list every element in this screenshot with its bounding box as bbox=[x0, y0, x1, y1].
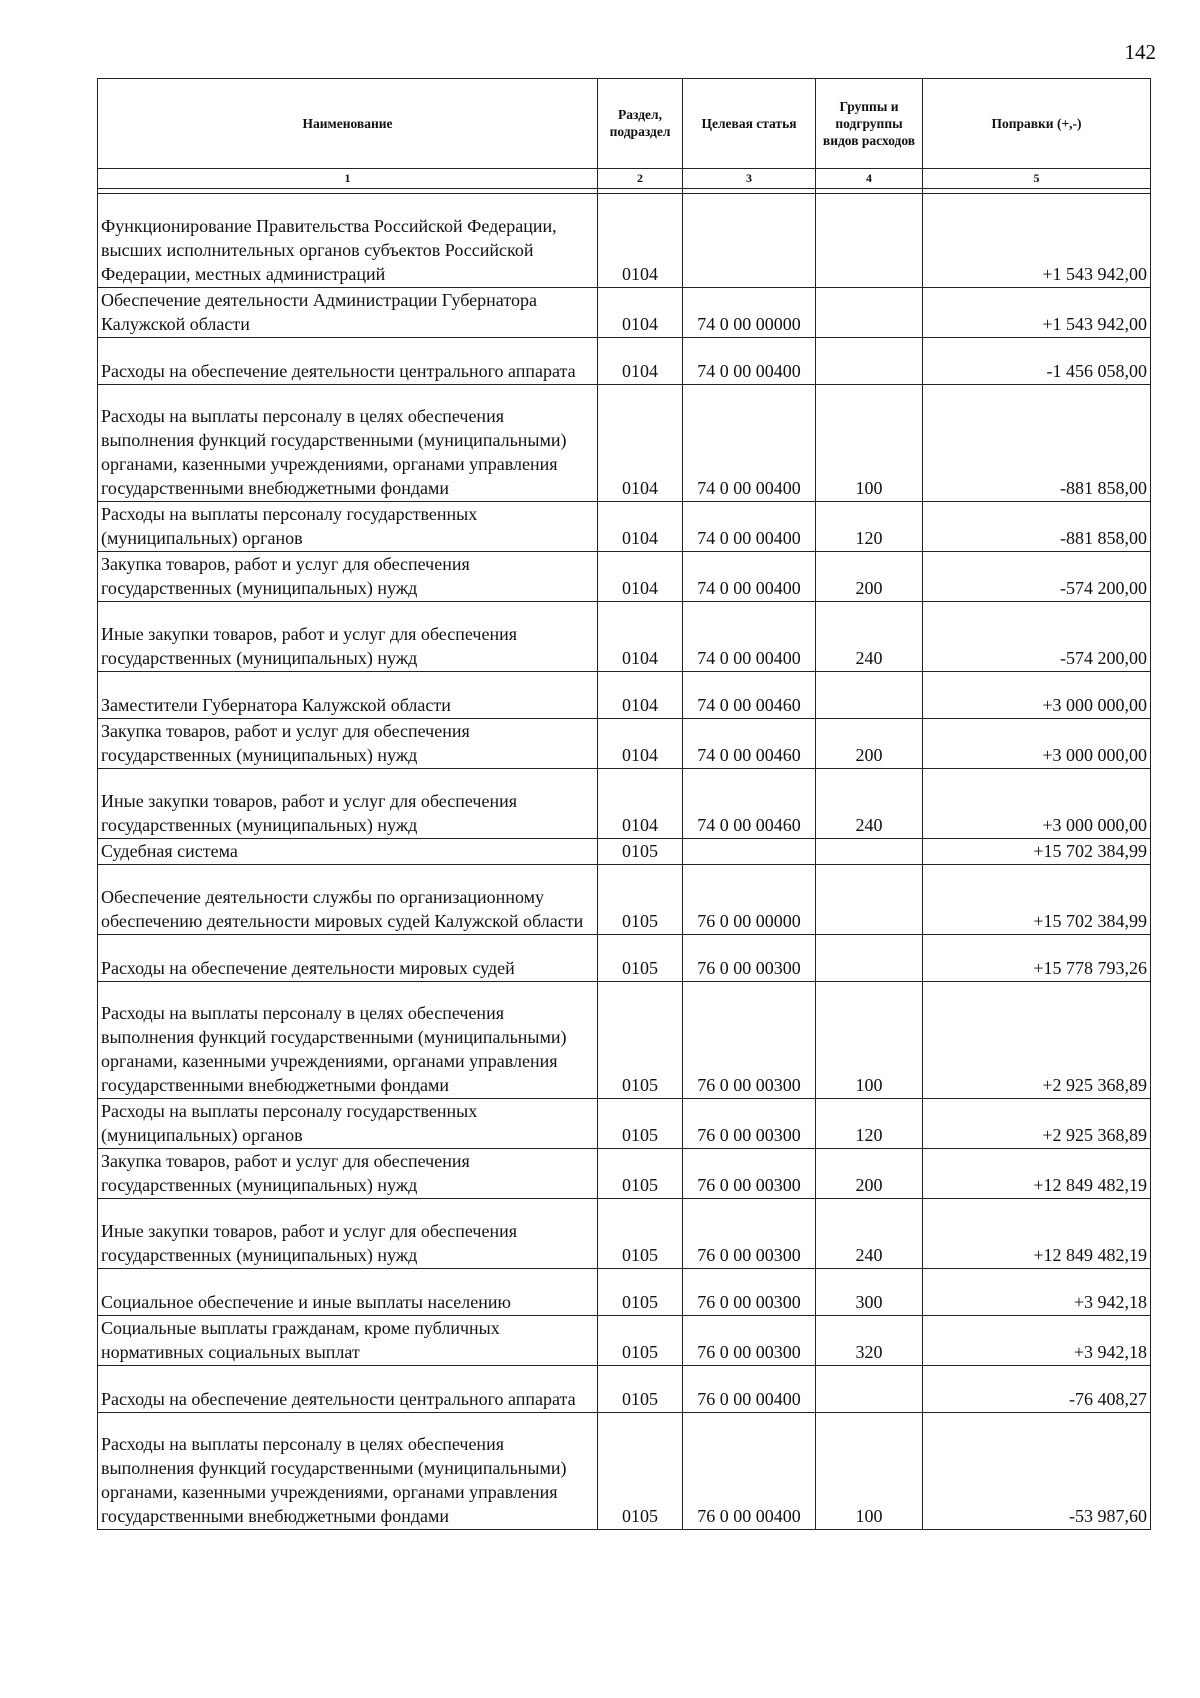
cell-article: 76 0 00 00400 bbox=[683, 1413, 816, 1530]
cell-section: 0105 bbox=[598, 1366, 683, 1413]
cell-section: 0105 bbox=[598, 839, 683, 865]
cell-group bbox=[816, 839, 923, 865]
cell-amount: +15 702 384,99 bbox=[923, 839, 1151, 865]
cell-amount: +1 543 942,00 bbox=[923, 194, 1151, 288]
cell-group: 100 bbox=[816, 385, 923, 502]
table-row bbox=[98, 552, 1151, 602]
cell-section: 0104 bbox=[598, 288, 683, 338]
table-row bbox=[98, 1199, 1151, 1269]
cell-section: 0104 bbox=[598, 769, 683, 839]
column-number: 1 bbox=[98, 169, 598, 189]
cell-amount: +3 000 000,00 bbox=[923, 719, 1151, 769]
cell-name: Судебная система bbox=[98, 839, 598, 865]
cell-group: 240 bbox=[816, 1199, 923, 1269]
header-amount: Поправки (+,-) bbox=[923, 79, 1151, 169]
cell-amount: +3 000 000,00 bbox=[923, 672, 1151, 719]
page-number: 142 bbox=[1124, 40, 1156, 64]
cell-section: 0104 bbox=[598, 552, 683, 602]
column-number: 3 bbox=[683, 169, 816, 189]
cell-article: 74 0 00 00460 bbox=[683, 769, 816, 839]
cell-section: 0105 bbox=[598, 935, 683, 982]
cell-group: 100 bbox=[816, 1413, 923, 1530]
cell-article: 76 0 00 00300 bbox=[683, 935, 816, 982]
cell-group: 240 bbox=[816, 602, 923, 672]
table-row bbox=[98, 1413, 1151, 1530]
cell-name: Расходы на выплаты персоналу в целях обеспечения выполнения функций государственными (муниципальными) органами, казенными учреждениями, органами управления государственными внебюджетными фондами bbox=[98, 385, 598, 502]
table-row bbox=[98, 1099, 1151, 1149]
cell-amount: +3 942,18 bbox=[923, 1269, 1151, 1316]
cell-amount: +15 778 793,26 bbox=[923, 935, 1151, 982]
cell-amount: +15 702 384,99 bbox=[923, 865, 1151, 935]
cell-section: 0104 bbox=[598, 672, 683, 719]
cell-section: 0104 bbox=[598, 602, 683, 672]
cell-section: 0104 bbox=[598, 385, 683, 502]
cell-article: 74 0 00 00000 bbox=[683, 288, 816, 338]
cell-name: Расходы на обеспечение деятельности мировых судей bbox=[98, 935, 598, 982]
cell-section: 0105 bbox=[598, 1269, 683, 1316]
cell-name: Иные закупки товаров, работ и услуг для обеспечения государственных (муниципальных) нужд bbox=[98, 1199, 598, 1269]
cell-article: 74 0 00 00400 bbox=[683, 602, 816, 672]
cell-amount: +12 849 482,19 bbox=[923, 1199, 1151, 1269]
cell-article: 76 0 00 00300 bbox=[683, 1316, 816, 1366]
budget-amendments-table bbox=[97, 78, 1151, 1530]
cell-article: 74 0 00 00400 bbox=[683, 502, 816, 552]
cell-section: 0105 bbox=[598, 1149, 683, 1199]
cell-article: 74 0 00 00400 bbox=[683, 385, 816, 502]
cell-section: 0105 bbox=[598, 865, 683, 935]
column-number: 5 bbox=[923, 169, 1151, 189]
table-row bbox=[98, 1316, 1151, 1366]
table-row bbox=[98, 1269, 1151, 1316]
header-name: Наименование bbox=[98, 79, 598, 169]
cell-article: 76 0 00 00300 bbox=[683, 1149, 816, 1199]
cell-section: 0104 bbox=[598, 194, 683, 288]
cell-section: 0104 bbox=[598, 719, 683, 769]
cell-section: 0105 bbox=[598, 1199, 683, 1269]
cell-group: 300 bbox=[816, 1269, 923, 1316]
table-row bbox=[98, 1149, 1151, 1199]
column-number-row bbox=[98, 169, 1151, 189]
cell-group bbox=[816, 1366, 923, 1413]
cell-amount: +2 925 368,89 bbox=[923, 1099, 1151, 1149]
cell-amount: -574 200,00 bbox=[923, 552, 1151, 602]
cell-section: 0104 bbox=[598, 502, 683, 552]
header-article: Целевая статья bbox=[683, 79, 816, 169]
cell-article: 74 0 00 00400 bbox=[683, 552, 816, 602]
cell-amount: -1 456 058,00 bbox=[923, 338, 1151, 385]
table-row bbox=[98, 769, 1151, 839]
cell-article bbox=[683, 194, 816, 288]
table-row bbox=[98, 839, 1151, 865]
cell-name: Расходы на выплаты персоналу в целях обеспечения выполнения функций государственными (муниципальными) органами, казенными учреждениями, органами управления государственными внебюджетными фондами bbox=[98, 1413, 598, 1530]
cell-name: Обеспечение деятельности Администрации Губернатора Калужской области bbox=[98, 288, 598, 338]
cell-amount: -881 858,00 bbox=[923, 385, 1151, 502]
cell-group: 120 bbox=[816, 1099, 923, 1149]
cell-group: 100 bbox=[816, 982, 923, 1099]
cell-group bbox=[816, 338, 923, 385]
cell-group: 200 bbox=[816, 1149, 923, 1199]
cell-amount: +3 942,18 bbox=[923, 1316, 1151, 1366]
cell-section: 0105 bbox=[598, 982, 683, 1099]
table-row bbox=[98, 338, 1151, 385]
cell-name: Социальные выплаты гражданам, кроме публичных нормативных социальных выплат bbox=[98, 1316, 598, 1366]
cell-section: 0105 bbox=[598, 1413, 683, 1530]
cell-name: Обеспечение деятельности службы по организационному обеспечению деятельности мировых судей Калужской области bbox=[98, 865, 598, 935]
cell-name: Расходы на обеспечение деятельности центрального аппарата bbox=[98, 1366, 598, 1413]
cell-section: 0105 bbox=[598, 1099, 683, 1149]
table-row bbox=[98, 288, 1151, 338]
cell-amount: +12 849 482,19 bbox=[923, 1149, 1151, 1199]
cell-group bbox=[816, 935, 923, 982]
cell-article: 74 0 00 00460 bbox=[683, 672, 816, 719]
column-number: 4 bbox=[816, 169, 923, 189]
cell-name: Закупка товаров, работ и услуг для обеспечения государственных (муниципальных) нужд bbox=[98, 1149, 598, 1199]
cell-amount: -53 987,60 bbox=[923, 1413, 1151, 1530]
cell-name: Расходы на обеспечение деятельности центрального аппарата bbox=[98, 338, 598, 385]
header-group: Группы и подгруппы видов расходов bbox=[816, 79, 923, 169]
cell-amount: -574 200,00 bbox=[923, 602, 1151, 672]
cell-group: 240 bbox=[816, 769, 923, 839]
cell-name: Расходы на выплаты персоналу государственных (муниципальных) органов bbox=[98, 502, 598, 552]
cell-article: 76 0 00 00000 bbox=[683, 865, 816, 935]
cell-name: Расходы на выплаты персоналу в целях обеспечения выполнения функций государственными (муниципальными) органами, казенными учреждениями, органами управления государственными внебюджетными фондами bbox=[98, 982, 598, 1099]
cell-group: 120 bbox=[816, 502, 923, 552]
cell-article: 76 0 00 00300 bbox=[683, 1099, 816, 1149]
cell-amount: +1 543 942,00 bbox=[923, 288, 1151, 338]
cell-group: 200 bbox=[816, 719, 923, 769]
cell-article bbox=[683, 839, 816, 865]
cell-article: 76 0 00 00400 bbox=[683, 1366, 816, 1413]
cell-name: Расходы на выплаты персоналу государственных (муниципальных) органов bbox=[98, 1099, 598, 1149]
column-number: 2 bbox=[598, 169, 683, 189]
cell-amount: +3 000 000,00 bbox=[923, 769, 1151, 839]
cell-group: 320 bbox=[816, 1316, 923, 1366]
cell-name: Закупка товаров, работ и услуг для обеспечения государственных (муниципальных) нужд bbox=[98, 552, 598, 602]
cell-name: Закупка товаров, работ и услуг для обеспечения государственных (муниципальных) нужд bbox=[98, 719, 598, 769]
table-row bbox=[98, 865, 1151, 935]
table-header bbox=[98, 79, 1151, 194]
cell-name: Функционирование Правительства Российской Федерации, высших исполнительных органов субъектов Российской Федерации, местных администраций bbox=[98, 194, 598, 288]
header-section: Раздел, подраздел bbox=[598, 79, 683, 169]
cell-article: 74 0 00 00460 bbox=[683, 719, 816, 769]
table-row bbox=[98, 1366, 1151, 1413]
table-row bbox=[98, 982, 1151, 1099]
table-row bbox=[98, 672, 1151, 719]
header-row bbox=[98, 79, 1151, 169]
cell-amount: +2 925 368,89 bbox=[923, 982, 1151, 1099]
table-row bbox=[98, 602, 1151, 672]
cell-group bbox=[816, 672, 923, 719]
cell-section: 0104 bbox=[598, 338, 683, 385]
cell-section: 0105 bbox=[598, 1316, 683, 1366]
cell-article: 76 0 00 00300 bbox=[683, 982, 816, 1099]
table-row bbox=[98, 502, 1151, 552]
cell-name: Заместители Губернатора Калужской области bbox=[98, 672, 598, 719]
cell-name: Иные закупки товаров, работ и услуг для обеспечения государственных (муниципальных) нужд bbox=[98, 602, 598, 672]
cell-group bbox=[816, 865, 923, 935]
cell-group bbox=[816, 194, 923, 288]
cell-group: 200 bbox=[816, 552, 923, 602]
cell-article: 74 0 00 00400 bbox=[683, 338, 816, 385]
cell-article: 76 0 00 00300 bbox=[683, 1269, 816, 1316]
table-row bbox=[98, 935, 1151, 982]
table-row bbox=[98, 194, 1151, 288]
cell-group bbox=[816, 288, 923, 338]
cell-article: 76 0 00 00300 bbox=[683, 1199, 816, 1269]
cell-amount: -76 408,27 bbox=[923, 1366, 1151, 1413]
cell-name: Иные закупки товаров, работ и услуг для обеспечения государственных (муниципальных) нужд bbox=[98, 769, 598, 839]
cell-amount: -881 858,00 bbox=[923, 502, 1151, 552]
table-row bbox=[98, 385, 1151, 502]
cell-name: Социальное обеспечение и иные выплаты населению bbox=[98, 1269, 598, 1316]
table-row bbox=[98, 719, 1151, 769]
table-body bbox=[98, 194, 1151, 1530]
